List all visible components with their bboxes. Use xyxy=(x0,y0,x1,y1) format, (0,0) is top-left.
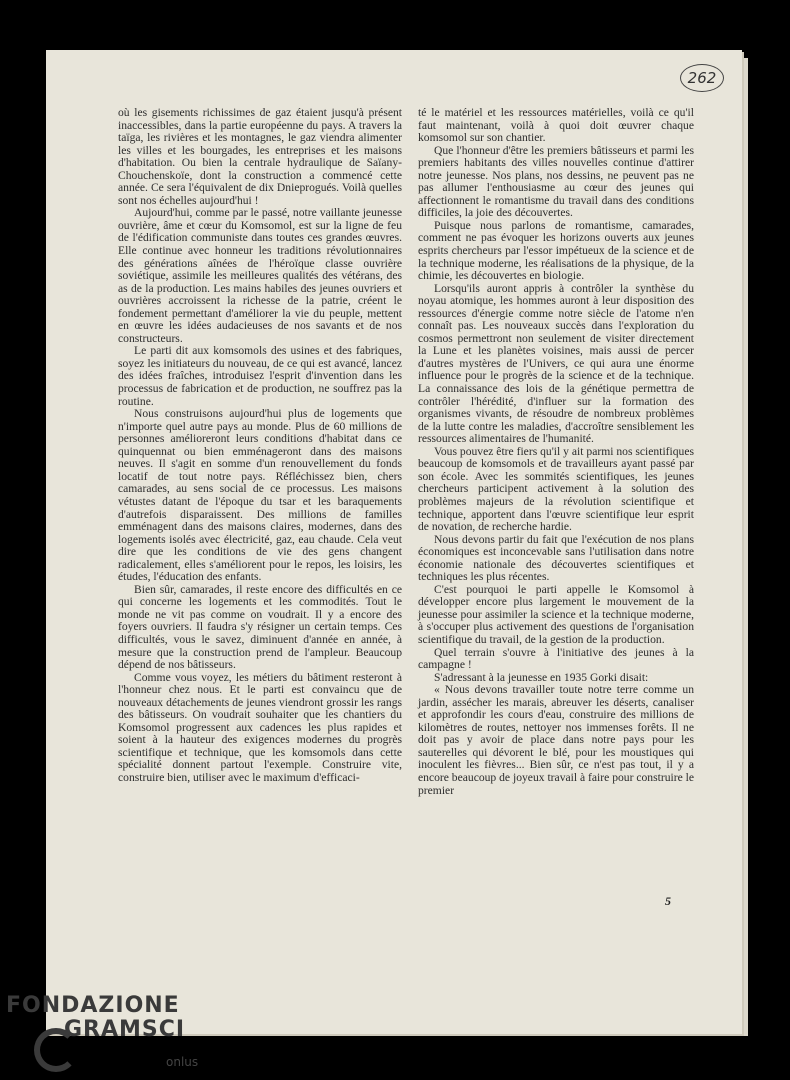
page-number: 5 xyxy=(665,894,671,908)
paragraph: Le parti dit aux komsomols des usines et des fabriques, soyez les initiateurs du nouveau, de ce qui est avancé, lancez des idées fraîches, introduisez l'esprit d'invention dans les processus de fabrication et de production, ne souffrez pas la routine. xyxy=(118,344,402,408)
archive-page-stamp: 262 xyxy=(680,64,724,92)
text-column-left xyxy=(118,107,402,785)
paragraph: Aujourd'hui, comme par le passé, notre vaillante jeunesse ouvrière, âme et cœur du Komsomol, est sur la ligne de feu de l'édification communiste dans toutes ces grandes œuvres. Elle continue avec honneur les traditions révolutionnaires des générations aînées de l'héroïque classe ouvrière soviétique, assimile les meilleures qualités des vétérans, des as de la production. Les mains habiles des jeunes ouvriers et ouvrières accroissent la richesse de la patrie, créent le fondement permettant d'améliorer la vie du peuple, mettent en œuvre les idées audacieuses de nos savants et de nos constructeurs. xyxy=(118,206,402,345)
paragraph: Bien sûr, camarades, il reste encore des difficultés en ce qui concerne les logements et les commodités. Tout le monde ne vit pas comme on voudrait. Il y a encore des foyers ouvriers. Il faudra s'y résigner un certain temps. Ces difficultés, vous le savez, diminuent d'année en année, à mesure que la construction prend de l'ampleur. Beaucoup dépend de nos bâtisseurs. xyxy=(118,582,402,672)
paragraph: Puisque nous parlons de romantisme, camarades, comment ne pas évoquer les horizons ouverts aux jeunes esprits chercheurs par l'essor impétueux de la science et de la technique moderne, les réalisations de la physique, de la chimie, les découvertes en biologie. xyxy=(418,218,694,283)
watermark-suffix: onlus xyxy=(166,1055,199,1069)
paragraph: « Nous devons travailler toute notre terre comme un jardin, assécher les marais, abreuver les déserts, canaliser et approfondir les cours d'eau, construire des millions de kilomètres de routes, nettoyer nos immenses forêts. Il ne doit pas y avoir de place dans notre pays pour les sauterelles qui dévorent le blé, pour les moustiques qui inoculent les fièvres... Bien sûr, ce n'est pas tout, il y a encore beaucoup de joyeux travail à faire pour construire le premier xyxy=(418,683,694,797)
paragraph: Quel terrain s'ouvre à l'initiative des jeunes à la campagne ! xyxy=(418,645,694,672)
paragraph: Que l'honneur d'être les premiers bâtisseurs et parmi les premiers habitants des villes nouvelles continue d'attirer notre jeunesse. Nos plans, nos dessins, ne peuvent pas ne pas allumer l'enthousiasme au cœur des jeunes qui affectionnent le romantisme du travail dans des conditions difficiles, la joie des découvertes. xyxy=(418,143,694,220)
watermark-line1: FONDAZIONE xyxy=(6,993,180,1018)
paragraph: Vous pouvez être fiers qu'il y ait parmi nos scientifiques beaucoup de komsomols et de travailleurs ayant passé par son école. Avec les sommités scientifiques, les jeunes chercheurs participent activement à la solution des problèmes majeurs de la révolution scientifique et technique, apportent dans l'œuvre scientifique leur esprit de novation, de recherche hardie. xyxy=(418,444,694,534)
watermark xyxy=(6,993,199,1069)
text-column-right xyxy=(418,107,694,797)
paragraph: où les gisements richissimes de gaz étaient jusqu'à présent inaccessibles, dans la partie européenne du pays. A travers la taïga, les rivières et les montagnes, le gaz viendra alimenter les villes et les bourgades, les entreprises et les maisons d'habitation. Ou bien la centrale hydraulique de Saïany-Chouchenskoïe, dont la construction a commencé cette année. Ce sera l'équivalent de dix Dnieprogués. Voilà quelles sont nos échelles aujourd'hui ! xyxy=(118,106,402,207)
paragraph: Lorsqu'ils auront appris à contrôler la synthèse du noyau atomique, les hommes auront à leur disposition des ressources d'énergie comme notre siècle de l'atome n'en connaît pas. Les nouveaux succès dans l'exploration du cosmos permettront non seulement de visiter directement la Lune et les planètes voisines, mais aussi de percer d'autres mystères de l'Univers, ce qui aura une énorme influence pour le progrès de la science et de la technique. La connaissance des lois de la génétique permettra de contrôler l'hérédité, d'influer sur la formation des organismes vivants, de résoudre de nombreux problèmes de la lutte contre les maladies, d'accroître sensiblement les ressources alimentaires de l'humanité. xyxy=(418,281,694,446)
watermark-line2: GRAMSCI xyxy=(64,1017,186,1042)
paragraph: C'est pourquoi le parti appelle le Komsomol à développer encore plus largement le mouvement de la jeunesse pour assimiler la science et la technique moderne, à s'occuper plus activement des questions de l'organisation scientifique du travail, de la gestion de la production. xyxy=(418,582,694,646)
paragraph: Comme vous voyez, les métiers du bâtiment resteront à l'honneur chez nous. Et le parti est convaincu que de nouveaux détachements de jeunes viendront grossir les rangs des bâtisseurs. On voudrait souhaiter que les chantiers du Komsomol progressent aux cadences les plus rapides et soient à la hauteur des exigences modernes du progrès scientifique et technique, que les komsomols dans cette spécialité donnent partout l'exemple. Construire vite, construire bien, utiliser avec le maximum d'efficaci- xyxy=(118,670,402,784)
paragraph: Nous devons partir du fait que l'exécution de nos plans économiques est inconcevable sans l'utilisation dans notre économie nationale des découvertes scientifiques et techniques les plus récentes. xyxy=(418,532,694,584)
paragraph: Nous construisons aujourd'hui plus de logements que n'importe quel autre pays au monde. Plus de 60 millions de personnes amélioreront leurs conditions d'habitat dans ce quinquennat ou bien emménageront dans des maisons neuves. Il s'agit en somme d'un renouvellement du fonds locatif de tout notre pays. Réfléchissez bien, chers camarades, au sens social de ce processus. Les maisons vétustes datant de l'époque du tsar et les baraquements d'autrefois disparaissent. Des millions de familles emménagent dans des maisons claires, modernes, dans des logements isolés avec électricité, gaz, eau chaude. Cela veut dire que les conditions de vie des gens changent radicalement, elles s'améliorent pour le repos, les loisirs, les études, l'éducation des enfants. xyxy=(118,407,402,584)
paragraph: S'adressant à la jeunesse en 1935 Gorki disait: xyxy=(434,670,649,684)
paragraph: té le matériel et les ressources matérielles, voilà ce qu'il faut maintenant, voilà à quoi doit œuvrer chaque komsomol sur son chantier. xyxy=(418,106,694,145)
